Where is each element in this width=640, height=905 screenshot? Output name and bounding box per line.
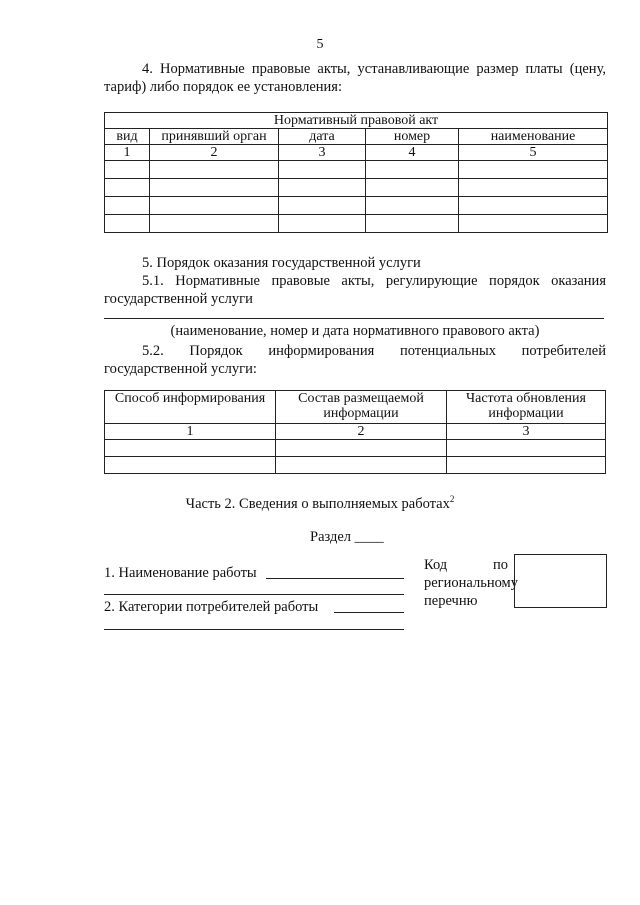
table-number-row [105,424,606,440]
col-header: наименование [459,129,608,145]
section5-2-text: 5.2. Порядок информирования потенциальных потребителей государственной услуги: [104,343,606,378]
col-header: дата [279,129,366,145]
act-fill-line [104,318,604,319]
col-number: 4 [366,145,459,161]
table-row [105,440,606,457]
tariff-acts-table [104,112,608,233]
page-number: 5 [316,37,324,52]
section5-heading: 5. Порядок оказания государственной услуги [142,255,421,271]
informing-table [104,390,606,474]
work-name-line [266,578,404,579]
col-number: 2 [150,145,279,161]
table-title: Нормативный правовой акт [105,113,608,129]
table-header-row [105,129,608,145]
work-name-line-2 [104,594,404,595]
code-box [514,554,607,608]
col-number: 3 [279,145,366,161]
table-row [105,457,606,474]
consumer-category-label: 2. Категории потребителей работы [104,599,319,615]
part2-title: Часть 2. Сведения о выполняемых работах$^2$ [185,494,455,512]
col-number: 1 [105,145,150,161]
table-row [105,179,608,197]
table-number-row [105,145,608,161]
footnote-mark: 2 [449,494,455,504]
table-title-row [105,113,608,129]
table-row [105,197,608,215]
col-header: вид [105,129,150,145]
col-header: номер [366,129,459,145]
col-header: Частота обновления информации [447,391,606,424]
code-label: Код по региональному перечню [424,557,518,610]
col-number: 1 [105,424,276,440]
col-header: принявший орган [150,129,279,145]
col-header: Состав размещаемой информации [276,391,447,424]
section-label: Раздел ____ [310,529,384,545]
section5-1-text: 5.1. Нормативные правовые акты, регулирующие порядок оказания государственной услуги [104,273,606,308]
table-header-row [105,391,606,424]
section4-text: 4. Нормативные правовые акты, устанавливающие размер платы (цену, тариф) либо порядок ее установления: [104,61,606,96]
work-name-label: 1. Наименование работы [104,565,257,581]
table-row [105,161,608,179]
table-row [105,215,608,233]
col-number: 5 [459,145,608,161]
col-header: Способ информирования [105,391,276,424]
col-number: 2 [276,424,447,440]
consumer-category-line-2 [104,629,404,630]
col-number: 3 [447,424,606,440]
act-caption: (наименование, номер и дата нормативного правового акта) [170,323,540,339]
consumer-category-line [334,612,404,613]
